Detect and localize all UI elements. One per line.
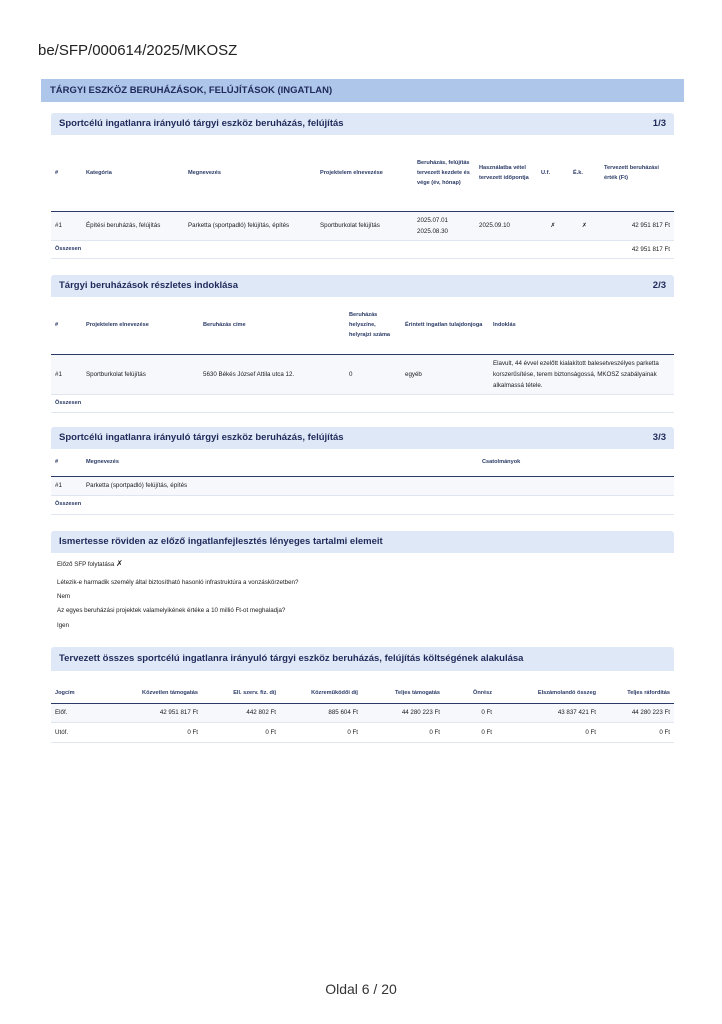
- row-num: #1: [55, 222, 62, 229]
- row-jogcim: Előf.: [55, 709, 68, 716]
- row-kozvetlen: 42 951 817 Ft: [159, 709, 198, 716]
- total-row: [51, 394, 674, 412]
- col-header: Teljes ráfordítás: [627, 689, 670, 696]
- col-header: Csatolmányok: [482, 459, 521, 466]
- main-section-header: TÁRGYI ESZKÖZ BERUHÁZÁSOK, FELÚJÍTÁSOK (INGATLAN): [41, 79, 684, 102]
- document-id: be/SFP/000614/2025/MKOSZ: [38, 42, 238, 59]
- col-header: Projektelem elnevezése: [320, 169, 383, 176]
- col-header: Beruházás helyszíne, helyrajzi száma: [349, 312, 391, 339]
- answer-1: Nem: [57, 593, 71, 600]
- row-kozvetlen: 0 Ft: [187, 728, 198, 736]
- col-header: Megnevezés: [188, 169, 221, 176]
- row-projektelem: Sportburkolat felújítás: [320, 222, 380, 229]
- section-header: [51, 113, 674, 135]
- col-header: É.k.: [573, 169, 583, 176]
- col-header: #: [55, 169, 59, 176]
- total-label: Összesen: [55, 399, 82, 406]
- col-header: Elszámolandó összeg: [537, 689, 596, 696]
- section-investment-list: [51, 113, 674, 259]
- section-header: [51, 531, 674, 553]
- previous-sfp-mark: ✗: [116, 559, 123, 568]
- row-onresz: 0 Ft: [481, 728, 492, 736]
- investment-table: [51, 135, 674, 259]
- row-jogcim: Utóf.: [55, 728, 69, 736]
- col-header: Tervezett beruházási érték (Ft): [604, 164, 659, 181]
- col-header: Önrész: [473, 689, 492, 696]
- section-page: 3/3: [652, 432, 666, 443]
- row-cim: 5630 Békés József Attila utca 12.: [203, 370, 295, 378]
- col-header: Projektelem elnevezése: [86, 322, 149, 329]
- question-2: Az egyes beruházási projektek valamelyikének értéke a 10 millió Ft-ot meghaladja?: [57, 607, 286, 614]
- row-start-date: 2025.07.01: [417, 216, 448, 224]
- section-title: Tárgyi beruházások részletes indoklása: [59, 280, 238, 291]
- row-end-date: 2025.08.30: [417, 227, 448, 235]
- table-header-row: [51, 297, 674, 354]
- table-row: [51, 211, 674, 240]
- section-title: Tervezett összes sportcélú ingatlanra irányuló tárgyi eszköz beruházás, felújítás költségének alakulása: [59, 653, 524, 664]
- row-onresz: 0 Ft: [481, 709, 492, 716]
- section-previous-development: [51, 531, 674, 553]
- table-header-row: [51, 449, 674, 476]
- table-row: [51, 703, 674, 722]
- col-header: Beruházás címe: [203, 322, 246, 329]
- justification-table: [51, 297, 674, 413]
- row-attachment[interactable]: [478, 476, 674, 495]
- previous-sfp-line: [57, 559, 123, 568]
- attachments-table: [51, 449, 674, 515]
- col-header: Indoklás: [493, 322, 516, 329]
- row-indoklas: Elavult, 44 évvel ezelőtt kialakított balesetveszélyes parketta korszerűsítése, terem biztonságossá, MKOSZ szabályainak alkalmassá tétele.: [493, 359, 659, 389]
- previous-sfp-label: Előző SFP folytatása: [57, 561, 115, 568]
- col-header: Beruházás, felújítás tervezett kezdete és vége (év, hónap): [417, 159, 470, 186]
- row-usage-date: 2025.09.10: [479, 222, 510, 229]
- row-megnevezes: Parketta (sportpadló) felújítás, építés: [86, 482, 188, 489]
- section-title: Sportcélú ingatlanra irányuló tárgyi eszköz beruházás, felújítás: [59, 432, 344, 443]
- answer-2: Igen: [57, 622, 70, 629]
- col-header: #: [55, 322, 59, 329]
- table-row: [51, 476, 674, 495]
- row-elszam: 0 Ft: [585, 728, 596, 736]
- row-kozrem: 0 Ft: [347, 728, 358, 736]
- row-kozrem: 885 604 Ft: [328, 709, 358, 716]
- row-uf-mark: ✗: [550, 222, 556, 229]
- section-page: 2/3: [652, 280, 666, 291]
- table-row: [51, 722, 674, 742]
- row-megnevezes: Parketta (sportpadló) felújítás, építés: [188, 222, 290, 229]
- table-row: [51, 354, 674, 394]
- col-header: #: [55, 459, 59, 466]
- row-num: #1: [55, 370, 62, 378]
- table-header-row: [51, 135, 674, 211]
- col-header: Ell. szerv. fiz. díj: [233, 689, 276, 696]
- section-header: [51, 427, 674, 449]
- section-attachments: [51, 427, 674, 515]
- total-value: 42 951 817 Ft: [631, 245, 670, 253]
- section-justification: [51, 275, 674, 413]
- row-kategoria: Építési beruházás, felújítás: [86, 222, 161, 229]
- row-ek-mark: ✗: [581, 222, 588, 229]
- row-ell: 442 802 Ft: [246, 709, 276, 716]
- section-header: [51, 647, 674, 671]
- row-value: 42 951 817 Ft: [631, 222, 670, 229]
- section-title: Ismertesse röviden az előző ingatlanfejlesztés lényeges tartalmi elemeit: [59, 536, 383, 547]
- row-ell: 0 Ft: [265, 728, 276, 736]
- question-1: Létezik-e harmadik személy által biztosítható hasonló infrastruktúra a vonzáskörzetben?: [57, 579, 299, 586]
- row-teljes-tam: 44 280 223 Ft: [401, 709, 440, 716]
- section-cost-summary: [51, 647, 674, 743]
- cost-table: [51, 683, 674, 743]
- col-header: Megnevezés: [86, 459, 119, 466]
- total-row: [51, 240, 674, 258]
- row-teljes-raf: 44 280 223 Ft: [631, 709, 670, 716]
- row-teljes-tam: 0 Ft: [429, 728, 440, 736]
- section-header: [51, 275, 674, 297]
- col-header: Teljes támogatás: [395, 689, 440, 696]
- total-label: Összesen: [55, 501, 82, 507]
- section-page: 1/3: [652, 118, 666, 129]
- row-hrsz: 0: [349, 370, 353, 378]
- col-header: Közreműködői díj: [311, 689, 358, 696]
- col-header: Kategória: [86, 169, 112, 176]
- col-header: Közvetlen támogatás: [142, 689, 198, 696]
- col-header: Jogcím: [55, 689, 75, 696]
- col-header: Érintett ingatlan tulajdonjoga: [405, 322, 483, 329]
- total-label: Összesen: [55, 245, 82, 252]
- row-num: #1: [55, 482, 62, 489]
- row-elszam: 43 837 421 Ft: [557, 709, 596, 716]
- page-footer: Oldal 6 / 20: [325, 981, 397, 997]
- row-tulajdon: egyéb: [405, 370, 422, 378]
- row-projektelem: Sportburkolat felújítás: [86, 370, 146, 378]
- col-header: Használatba vétel tervezett időpontja: [479, 164, 529, 181]
- total-row: [51, 495, 674, 514]
- row-dates: [413, 211, 475, 240]
- row-teljes-raf: 0 Ft: [659, 728, 670, 736]
- table-header-row: [51, 683, 674, 703]
- section-title: Sportcélú ingatlanra irányuló tárgyi eszköz beruházás, felújítás: [59, 118, 344, 129]
- col-header: U.f.: [541, 169, 551, 176]
